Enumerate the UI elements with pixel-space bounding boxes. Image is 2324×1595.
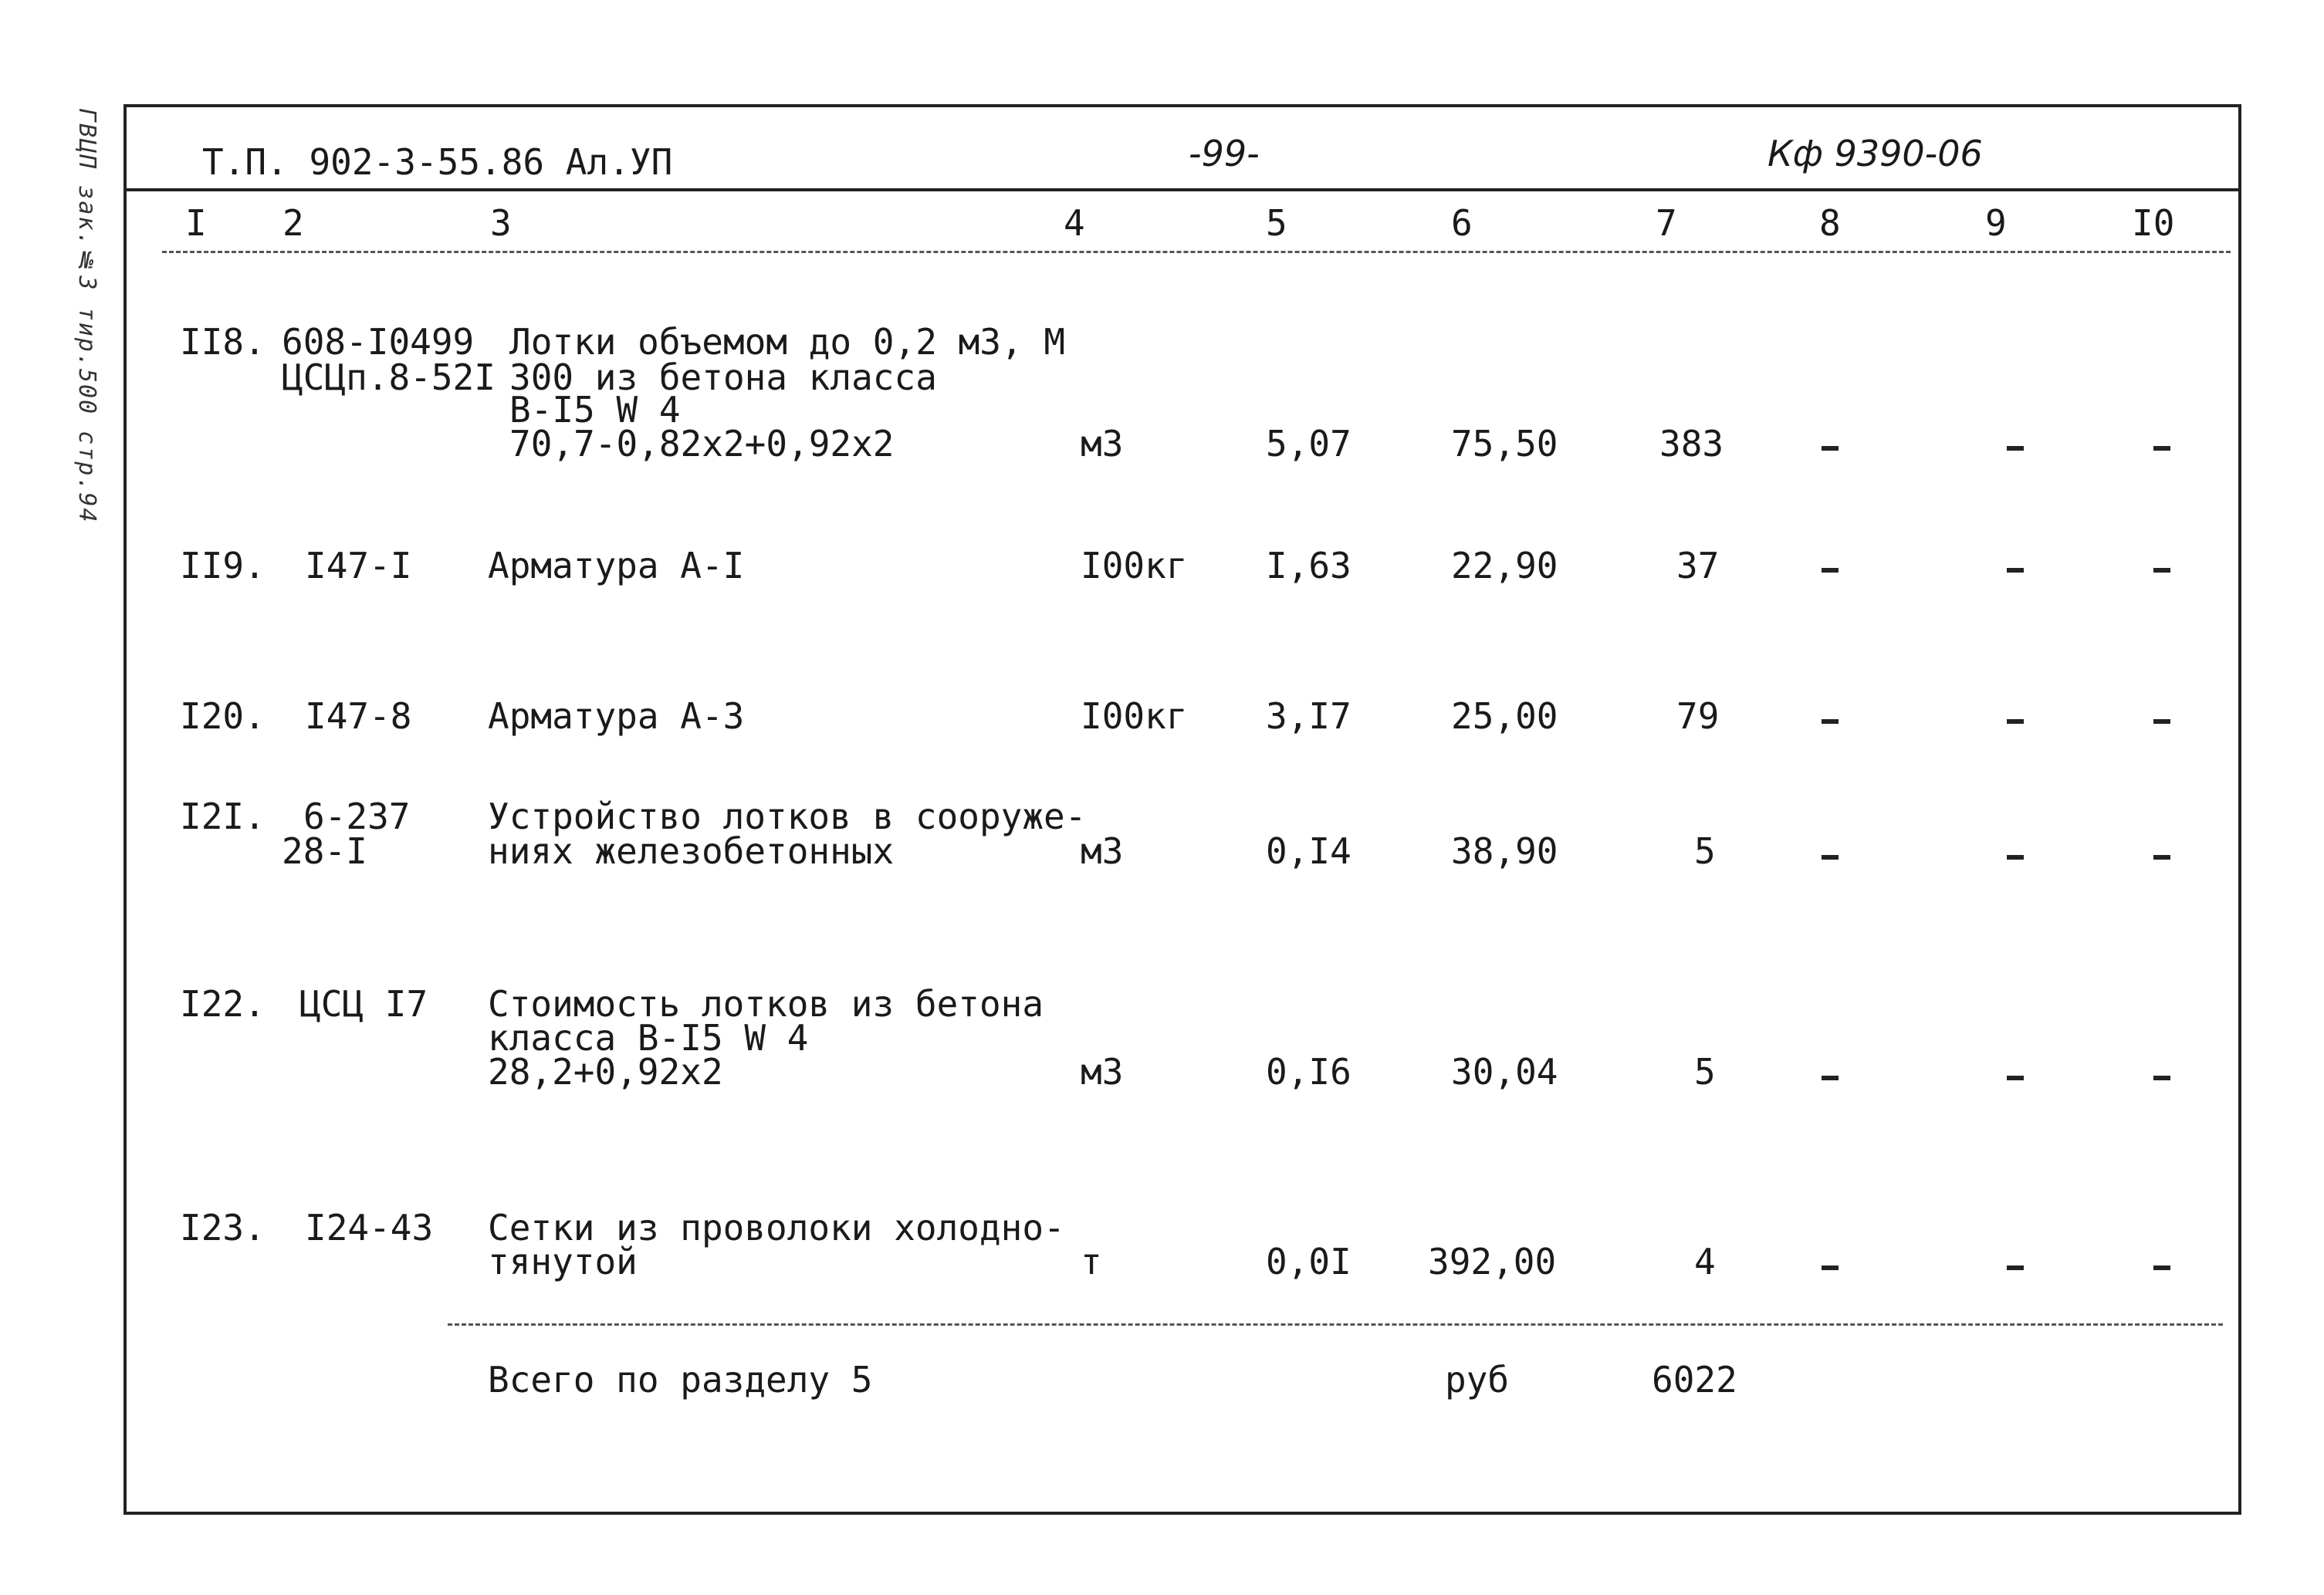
row-description: Сетки из проволоки холодно-: [488, 1207, 1065, 1249]
row-unit-price: 392,00: [1428, 1241, 1557, 1282]
row-unit: т: [1081, 1241, 1102, 1282]
row-code: ЦСЦ I7: [299, 983, 428, 1025]
col-8-header: 8: [1819, 202, 1841, 244]
row-col9-dash: [2007, 568, 2024, 573]
row-unit-price: 25,00: [1451, 695, 1558, 737]
row-col10-dash: [2153, 855, 2170, 860]
row-quantity: I,63: [1266, 545, 1351, 586]
row-description: 28,2+0,92х2: [488, 1051, 723, 1093]
row-code: ЦСЦп.8-52I: [282, 357, 496, 398]
row-total: 383: [1659, 423, 1724, 465]
header-divider: [127, 188, 2238, 191]
row-description: класса В-I5 W 4: [488, 1017, 809, 1059]
row-col8-dash: [1822, 568, 1839, 573]
row-unit: I00кг: [1081, 545, 1188, 586]
row-col8-dash: [1822, 1076, 1839, 1080]
row-number: I22.: [180, 983, 266, 1025]
row-col10-dash: [2153, 446, 2170, 451]
row-quantity: 0,0I: [1266, 1241, 1351, 1282]
row-code: I24-43: [305, 1207, 434, 1249]
row-col10-dash: [2153, 719, 2170, 724]
row-description: Устройство лотков в сооруже-: [488, 796, 1087, 837]
row-col9-dash: [2007, 1266, 2024, 1270]
row-col10-dash: [2153, 1076, 2170, 1080]
row-unit: м3: [1081, 830, 1124, 872]
row-description: тянутой: [488, 1241, 638, 1282]
document-code: Кф 9390-06: [1768, 133, 1983, 174]
page-number: -99-: [1189, 133, 1260, 174]
row-quantity: 0,I4: [1266, 830, 1351, 872]
row-quantity: 0,I6: [1266, 1051, 1351, 1093]
row-description: Арматура А-3: [488, 695, 745, 737]
row-unit-price: 22,90: [1451, 545, 1558, 586]
row-description: 70,7-0,82х2+0,92х2: [509, 423, 895, 465]
row-unit-price: 38,90: [1451, 830, 1558, 872]
row-col8-dash: [1822, 446, 1839, 451]
col-10-header: I0: [2132, 202, 2175, 244]
column-header-divider: [162, 251, 2231, 253]
row-number: II9.: [180, 545, 266, 586]
row-unit-price: 30,04: [1451, 1051, 1558, 1093]
row-unit-price: 75,50: [1451, 423, 1558, 465]
row-col10-dash: [2153, 568, 2170, 573]
row-col8-dash: [1822, 1266, 1839, 1270]
row-unit: м3: [1081, 1051, 1124, 1093]
total-label: Всего по разделу 5: [488, 1359, 873, 1401]
col-2-header: 2: [282, 202, 304, 244]
col-9-header: 9: [1985, 202, 2007, 244]
total-value: 6022: [1652, 1359, 1737, 1401]
row-col9-dash: [2007, 446, 2024, 451]
row-unit: м3: [1081, 423, 1124, 465]
row-col9-dash: [2007, 1076, 2024, 1080]
row-description: 300 из бетона класса: [509, 357, 937, 398]
row-description: Арматура А-I: [488, 545, 745, 586]
row-number: II8.: [180, 321, 266, 363]
row-total: 5: [1694, 830, 1716, 872]
row-total: 79: [1676, 695, 1720, 737]
row-description: Стоимость лотков из бетона: [488, 983, 1044, 1025]
col-7-header: 7: [1656, 202, 1677, 244]
col-3-header: 3: [490, 202, 512, 244]
row-number: I2I.: [180, 796, 266, 837]
total-divider: [448, 1323, 2223, 1326]
row-total: 37: [1676, 545, 1720, 586]
header-left: Т.П. 902-3-55.86 Ал.УП: [202, 141, 673, 183]
row-description: Лотки объемом до 0,2 м3, М: [509, 321, 1066, 363]
row-col9-dash: [2007, 855, 2024, 860]
row-code: I47-I: [305, 545, 412, 586]
side-stamp: ГВЦП зак.№3 тир.500 стр.94: [73, 108, 100, 524]
row-description: ниях железобетонных: [488, 830, 895, 872]
row-number: I20.: [180, 695, 266, 737]
row-code: 608-I0499: [282, 321, 475, 363]
row-number: I23.: [180, 1207, 266, 1249]
row-unit: I00кг: [1081, 695, 1188, 737]
row-description: В-I5 W 4: [509, 389, 681, 431]
row-col10-dash: [2153, 1266, 2170, 1270]
col-4-header: 4: [1064, 202, 1085, 244]
row-total: 4: [1694, 1241, 1716, 1282]
row-col8-dash: [1822, 855, 1839, 860]
col-1-header: I: [185, 202, 207, 244]
row-quantity: 5,07: [1266, 423, 1351, 465]
row-col9-dash: [2007, 719, 2024, 724]
row-col8-dash: [1822, 719, 1839, 724]
row-code: 6-237: [303, 796, 411, 837]
row-code: I47-8: [305, 695, 412, 737]
row-quantity: 3,I7: [1266, 695, 1351, 737]
row-code: 28-I: [282, 830, 367, 872]
total-unit: руб: [1445, 1359, 1510, 1401]
document-frame: [123, 104, 2241, 1515]
row-total: 5: [1694, 1051, 1716, 1093]
col-5-header: 5: [1266, 202, 1287, 244]
col-6-header: 6: [1451, 202, 1473, 244]
